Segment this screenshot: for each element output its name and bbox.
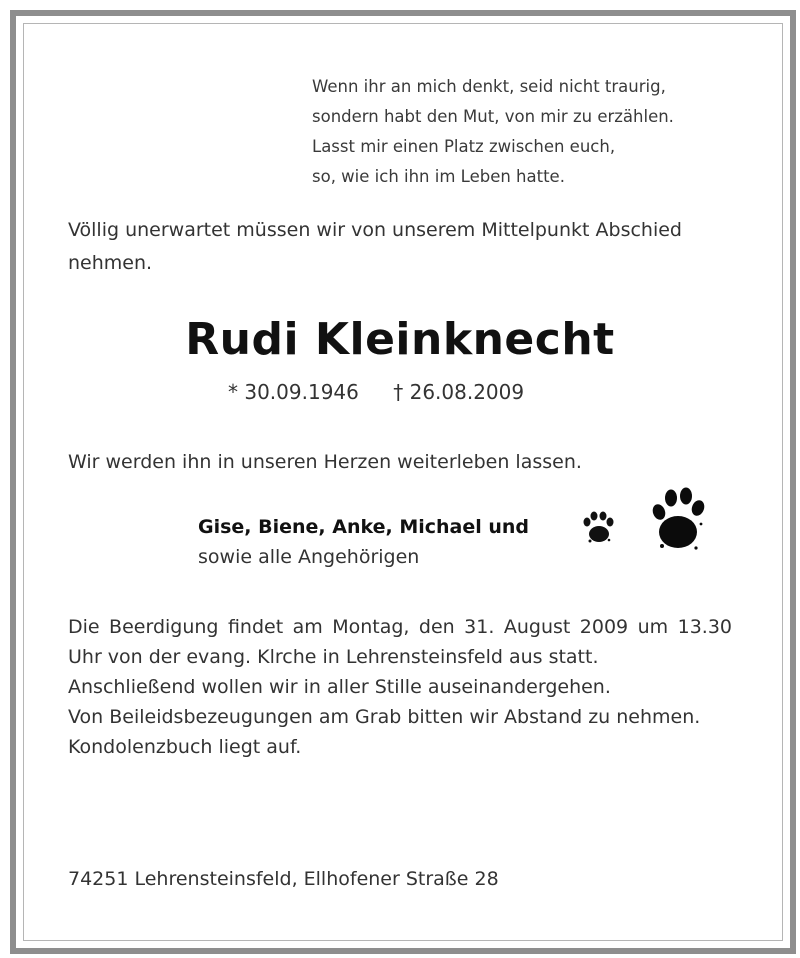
funeral-paragraph: Kondolenzbuch liegt auf. [68,736,302,758]
memorial-line: Wir werden ihn in unseren Herzen weiterleben lassen. [68,451,582,473]
funeral-paragraph: Von Beileidsbezeugungen am Grab bitten wir Abstand zu nehmen. [68,706,701,728]
intro-text: Völlig unerwartet müssen wir von unserem Mittelpunkt Abschied nehmen. [68,219,682,274]
mourners-names: Gise, Biene, Anke, Michael und [198,516,530,538]
family-signature [198,512,598,572]
paw-prints [578,474,708,564]
small-paw-print-icon [584,512,614,543]
relatives-line: sowie alle Angehörigen [198,546,420,568]
deceased-name: Rudi Kleinknecht [185,314,615,365]
address: 74251 Lehrensteinsfeld, Ellhofener Straße 28 [68,868,499,890]
life-dates [228,380,648,404]
poem-line: so, wie ich ihn im Leben hatte. [312,167,565,186]
poem-line: Wenn ihr an mich denkt, seid nicht traurig, [312,77,666,96]
paw-print-icon [578,474,708,564]
funeral-paragraph: Anschließend wollen wir in aller Stille auseinandergehen. [68,676,611,698]
funeral-paragraph: Die Beerdigung findet am Montag, den 31. August 2009 um 13.30 Uhr von der evang. Klrche in Lehrensteinsfeld aus statt. [68,616,732,668]
death-date: † 26.08.2009 [393,380,525,404]
funeral-details [68,612,732,762]
large-paw-print-icon [651,488,707,550]
poem [312,72,752,192]
birth-date: * 30.09.1946 [228,380,359,404]
poem-line: Lasst mir einen Platz zwischen euch, [312,137,616,156]
poem-line: sondern habt den Mut, von mir zu erzählen. [312,107,674,126]
